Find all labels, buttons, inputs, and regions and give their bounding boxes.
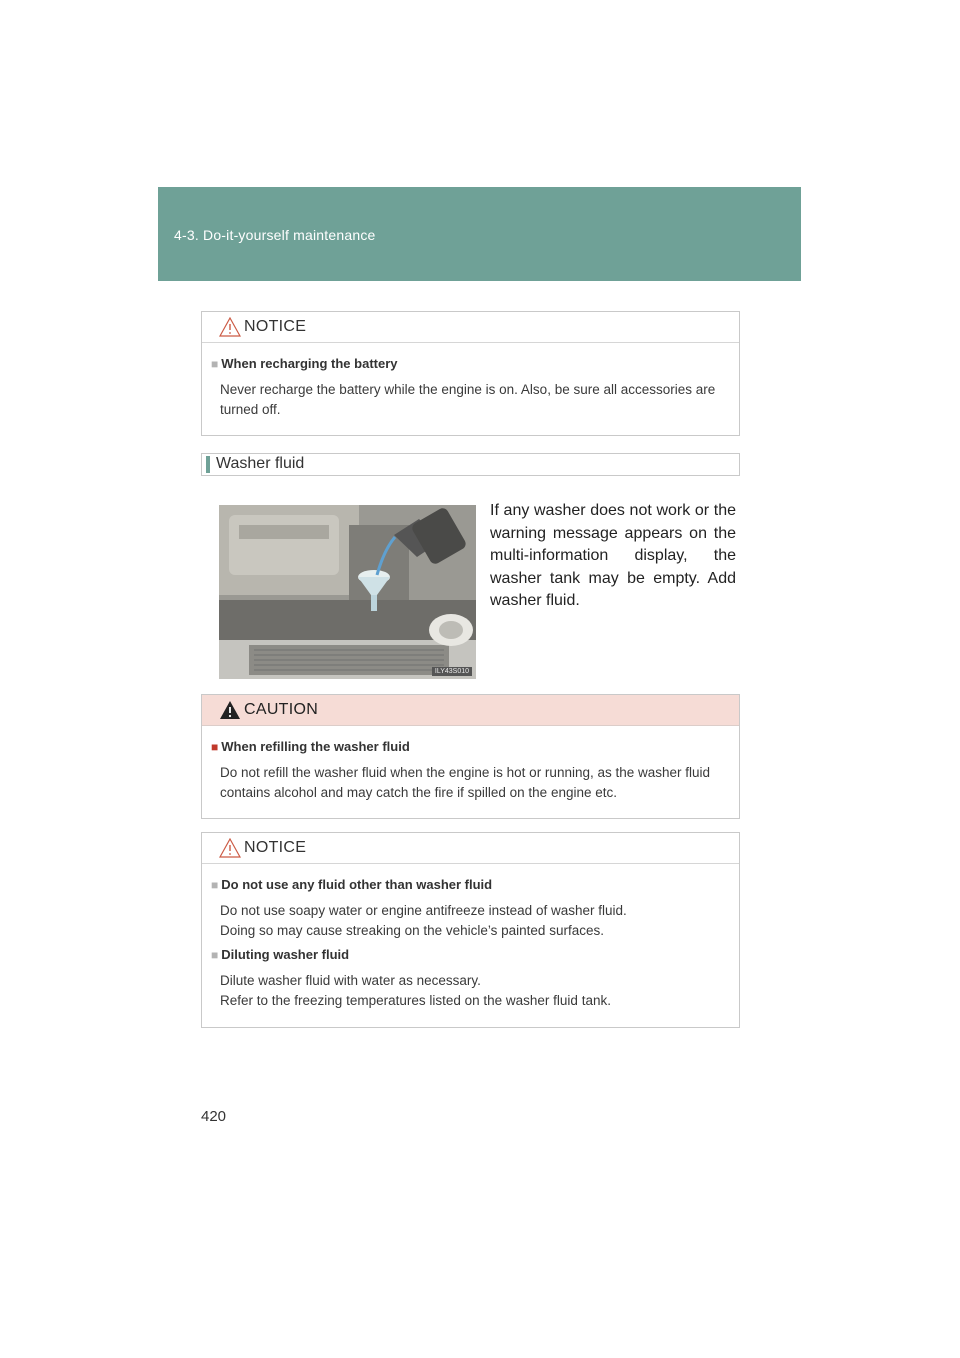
engine-bay-photo xyxy=(219,505,476,679)
square-bullet-icon: ■ xyxy=(211,948,219,962)
notice-item-heading: ■ Diluting washer fluid xyxy=(211,947,350,962)
caution-header xyxy=(202,695,739,726)
notice-title: NOTICE xyxy=(244,839,307,856)
notice-item-text: Never recharge the battery while the engine is on. Also, be sure all accessories are turned off. xyxy=(220,382,716,417)
notice-title: NOTICE xyxy=(244,318,307,335)
caution-item-heading: ■ When refilling the washer fluid xyxy=(211,739,410,754)
section-title: 4-3. Do-it-yourself maintenance xyxy=(174,227,376,243)
section-accent xyxy=(206,456,210,473)
square-bullet-icon: ■ xyxy=(211,740,219,754)
section-heading: Washer fluid xyxy=(216,455,305,472)
notice-item-heading: ■ Do not use any fluid other than washer fluid xyxy=(211,877,493,892)
engine-illustration xyxy=(219,505,476,679)
caution-box xyxy=(201,694,740,819)
warning-outline-icon xyxy=(219,317,241,337)
page-number: 420 xyxy=(201,1108,227,1125)
image-code: ILY43S010 xyxy=(432,667,472,676)
section-header xyxy=(201,453,740,476)
body-paragraph: If any washer does not work or the warning message appears on the multi-information display, the washer tank may be empty. Add washer fluid. xyxy=(490,502,736,609)
notice-item-heading: ■ When recharging the battery xyxy=(211,356,398,371)
square-bullet-icon: ■ xyxy=(211,878,219,892)
header-band xyxy=(158,187,801,281)
warning-outline-icon xyxy=(219,838,241,858)
square-bullet-icon: ■ xyxy=(211,357,219,371)
notice-item-text: Dilute washer fluid with water as necessary. Refer to the freezing temperatures listed on the washer fluid tank. xyxy=(220,973,611,1008)
warning-filled-icon xyxy=(219,700,241,720)
notice-header xyxy=(202,312,739,343)
notice-header xyxy=(202,833,739,864)
caution-title: CAUTION xyxy=(244,701,319,718)
notice-item-text: Do not use soapy water or engine antifreeze instead of washer fluid. Doing so may cause streaking on the vehicle’s painted surfaces. xyxy=(220,903,627,938)
notice-box-battery xyxy=(201,311,740,436)
caution-item-text: Do not refill the washer fluid when the engine is hot or running, as the washer fluid contains alcohol and may catch the fire if spilled on the engine etc. xyxy=(220,765,711,800)
notice-box-washer xyxy=(201,832,740,1028)
